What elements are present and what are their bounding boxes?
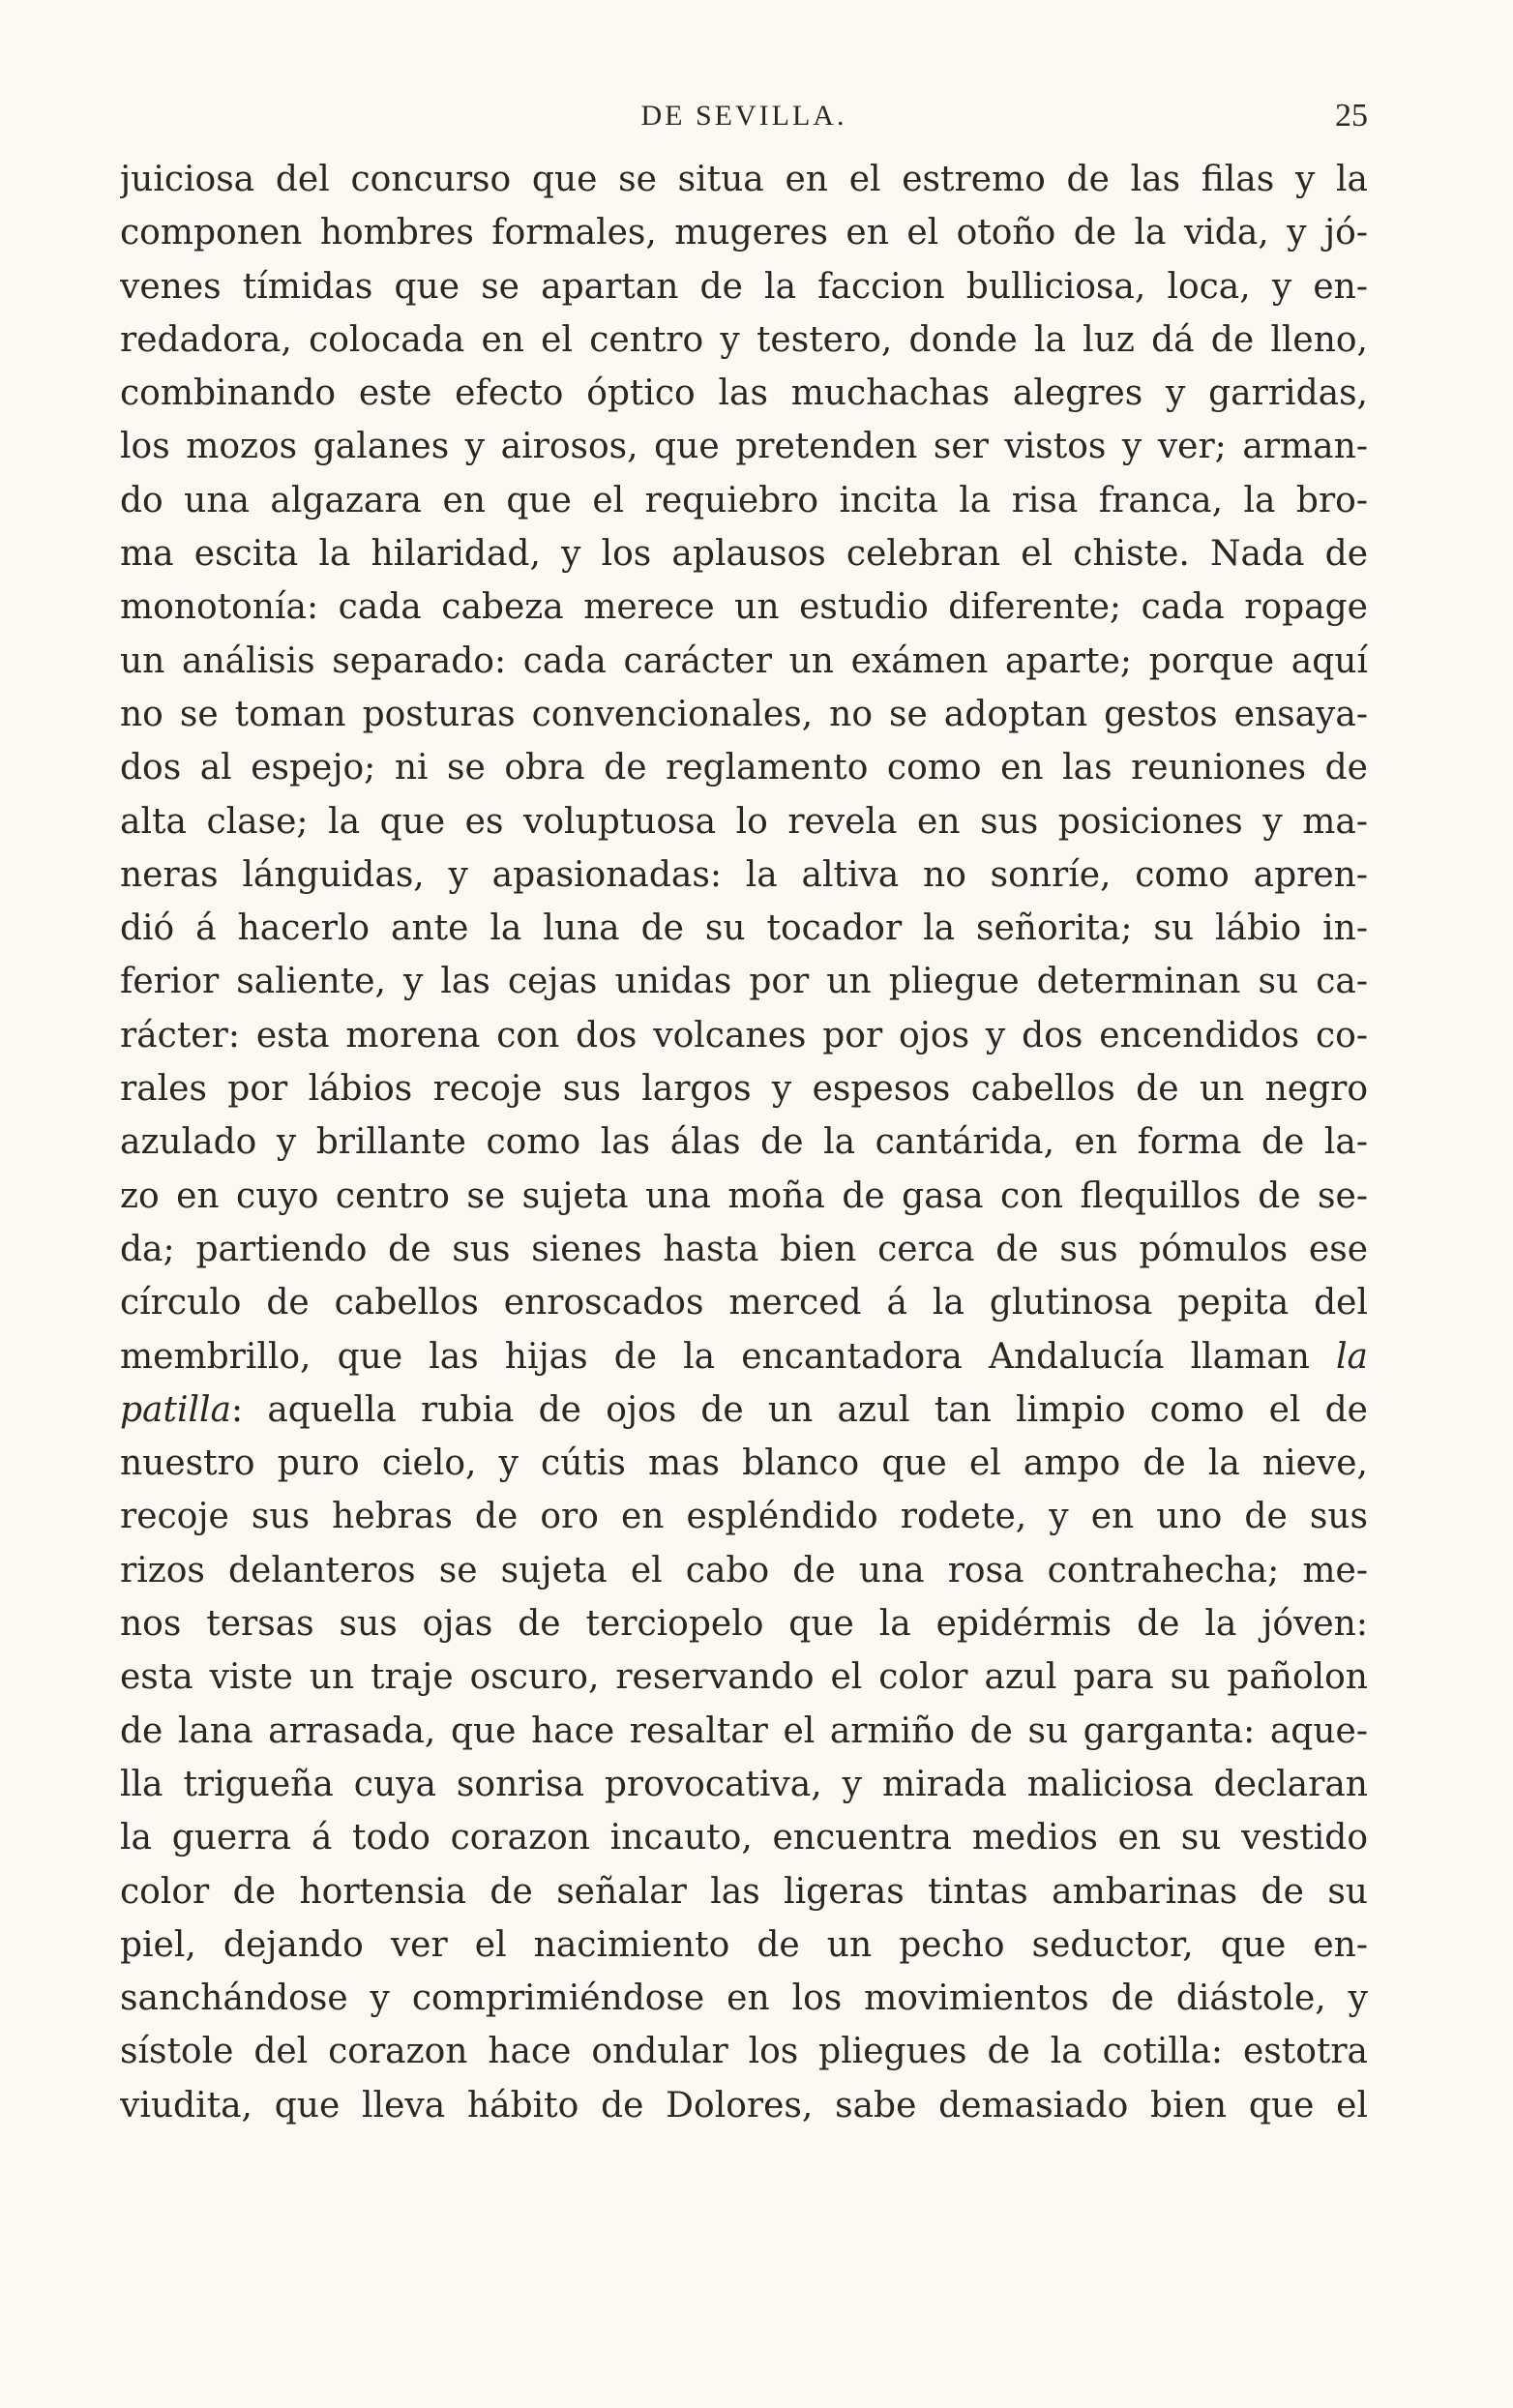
- running-head: [120, 97, 1368, 135]
- text-line-36: sístole del corazon hace ondular los pliegues de la cotilla: estotra: [120, 2032, 1368, 2072]
- body-text: [120, 153, 1368, 2132]
- text-line-31: lla trigueña cuya sonrisa provocativa, y mirada maliciosa declaran: [120, 1764, 1368, 1804]
- text-line-34: piel, dejando ver el nacimiento de un pecho seductor, que en-: [120, 1924, 1368, 1965]
- text-line-17: rácter: esta morena con dos volcanes por ojos y dos encendidos co-: [120, 1015, 1368, 1055]
- text-line-12: dos al espejo; ni se obra de reglamento como en las reuniones de: [120, 748, 1368, 788]
- text-line-30: de lana arrasada, que hace resaltar el armiño de su garganta: aque-: [120, 1710, 1368, 1751]
- text-line-24-rest: : aquella rubia de ojos de un azul tan limpio como el de: [230, 1389, 1368, 1430]
- text-line-18: rales por lábios recoje sus largos y espesos cabellos de un negro: [120, 1069, 1368, 1110]
- text-line-25: nuestro puro cielo, y cútis mas blanco que el ampo de la nieve,: [120, 1443, 1368, 1484]
- text-line-9: monotonía: cada cabeza merece un estudio diferente; cada ropage: [120, 587, 1368, 628]
- page-number: 25: [1335, 98, 1368, 134]
- text-line-26: recoje sus hebras de oro en espléndido rodete, y en uno de sus: [120, 1497, 1368, 1537]
- text-line-22: círculo de cabellos enroscados merced á la glutinosa pepita del: [120, 1283, 1368, 1323]
- text-line-1: juiciosa del concurso que se situa en el estremo de las filas y la: [120, 160, 1368, 199]
- text-line-15: dió á hacerlo ante la luna de su tocador la señorita; su lábio in-: [120, 908, 1368, 949]
- text-line-20: zo en cuyo centro se sujeta una moña de gasa con flequillos de se-: [120, 1175, 1368, 1216]
- text-line-13: alta clase; la que es voluptuosa lo revela en sus posiciones y ma-: [120, 801, 1368, 842]
- text-line-16: ferior saliente, y las cejas unidas por un pliegue determinan su ca-: [120, 962, 1368, 1002]
- text-line-21: da; partiendo de sus sienes hasta bien cerca de sus pómulos ese: [120, 1229, 1368, 1269]
- text-line-14: neras lánguidas, y apasionadas: la altiva no sonríe, como apren-: [120, 854, 1368, 895]
- text-line-29: esta viste un traje oscuro, reservando el color azul para su pañolon: [120, 1657, 1368, 1698]
- running-title: DE SEVILLA.: [640, 100, 847, 132]
- text-line-23-main: membrillo, que las hijas de la encantadora Andalucía llaman: [120, 1336, 1310, 1377]
- text-line-3: venes tímidas que se apartan de la faccion bulliciosa, loca, y en-: [120, 266, 1368, 307]
- text-line-2: componen hombres formales, mugeres en el otoño de la vida, y jó-: [120, 213, 1368, 253]
- text-line-11: no se toman posturas convencionales, no se adoptan gestos ensaya-: [120, 694, 1368, 734]
- text-line-19: azulado y brillante como las álas de la cantárida, en forma de la-: [120, 1122, 1368, 1163]
- text-line-24: [120, 1383, 1368, 1437]
- text-line-4: redadora, colocada en el centro y testero, donde la luz dá de lleno,: [120, 319, 1368, 360]
- text-line-27: rizos delanteros se sujeta el cabo de una rosa contrahecha; me-: [120, 1550, 1368, 1590]
- italic-word-patilla: patilla: [120, 1389, 231, 1430]
- text-line-37: viudita, que lleva hábito de Dolores, sabe demasiado bien que el: [120, 2085, 1368, 2126]
- text-line-5: combinando este efecto óptico las muchachas alegres y garridas,: [120, 373, 1368, 414]
- text-line-8: ma escita la hilaridad, y los aplausos celebran el chiste. Nada de: [120, 534, 1368, 575]
- text-line-35: sanchándose y comprimiéndose en los movimientos de diástole, y: [120, 1978, 1368, 2019]
- italic-word-la: la: [1336, 1336, 1368, 1377]
- text-line-32: la guerra á todo corazon incauto, encuentra medios en su vestido: [120, 1818, 1368, 1858]
- text-line-23: [120, 1330, 1368, 1383]
- text-line-33: color de hortensia de señalar las ligeras tintas ambarinas de su: [120, 1871, 1368, 1912]
- text-line-6: los mozos galanes y airosos, que pretenden ser vistos y ver; arman-: [120, 427, 1368, 467]
- text-line-7: do una algazara en que el requiebro incita la risa franca, la bro-: [120, 480, 1368, 520]
- text-line-10: un análisis separado: cada carácter un exámen aparte; porque aquí: [120, 640, 1368, 681]
- text-line-28: nos tersas sus ojas de terciopelo que la epidérmis de la jóven:: [120, 1604, 1368, 1645]
